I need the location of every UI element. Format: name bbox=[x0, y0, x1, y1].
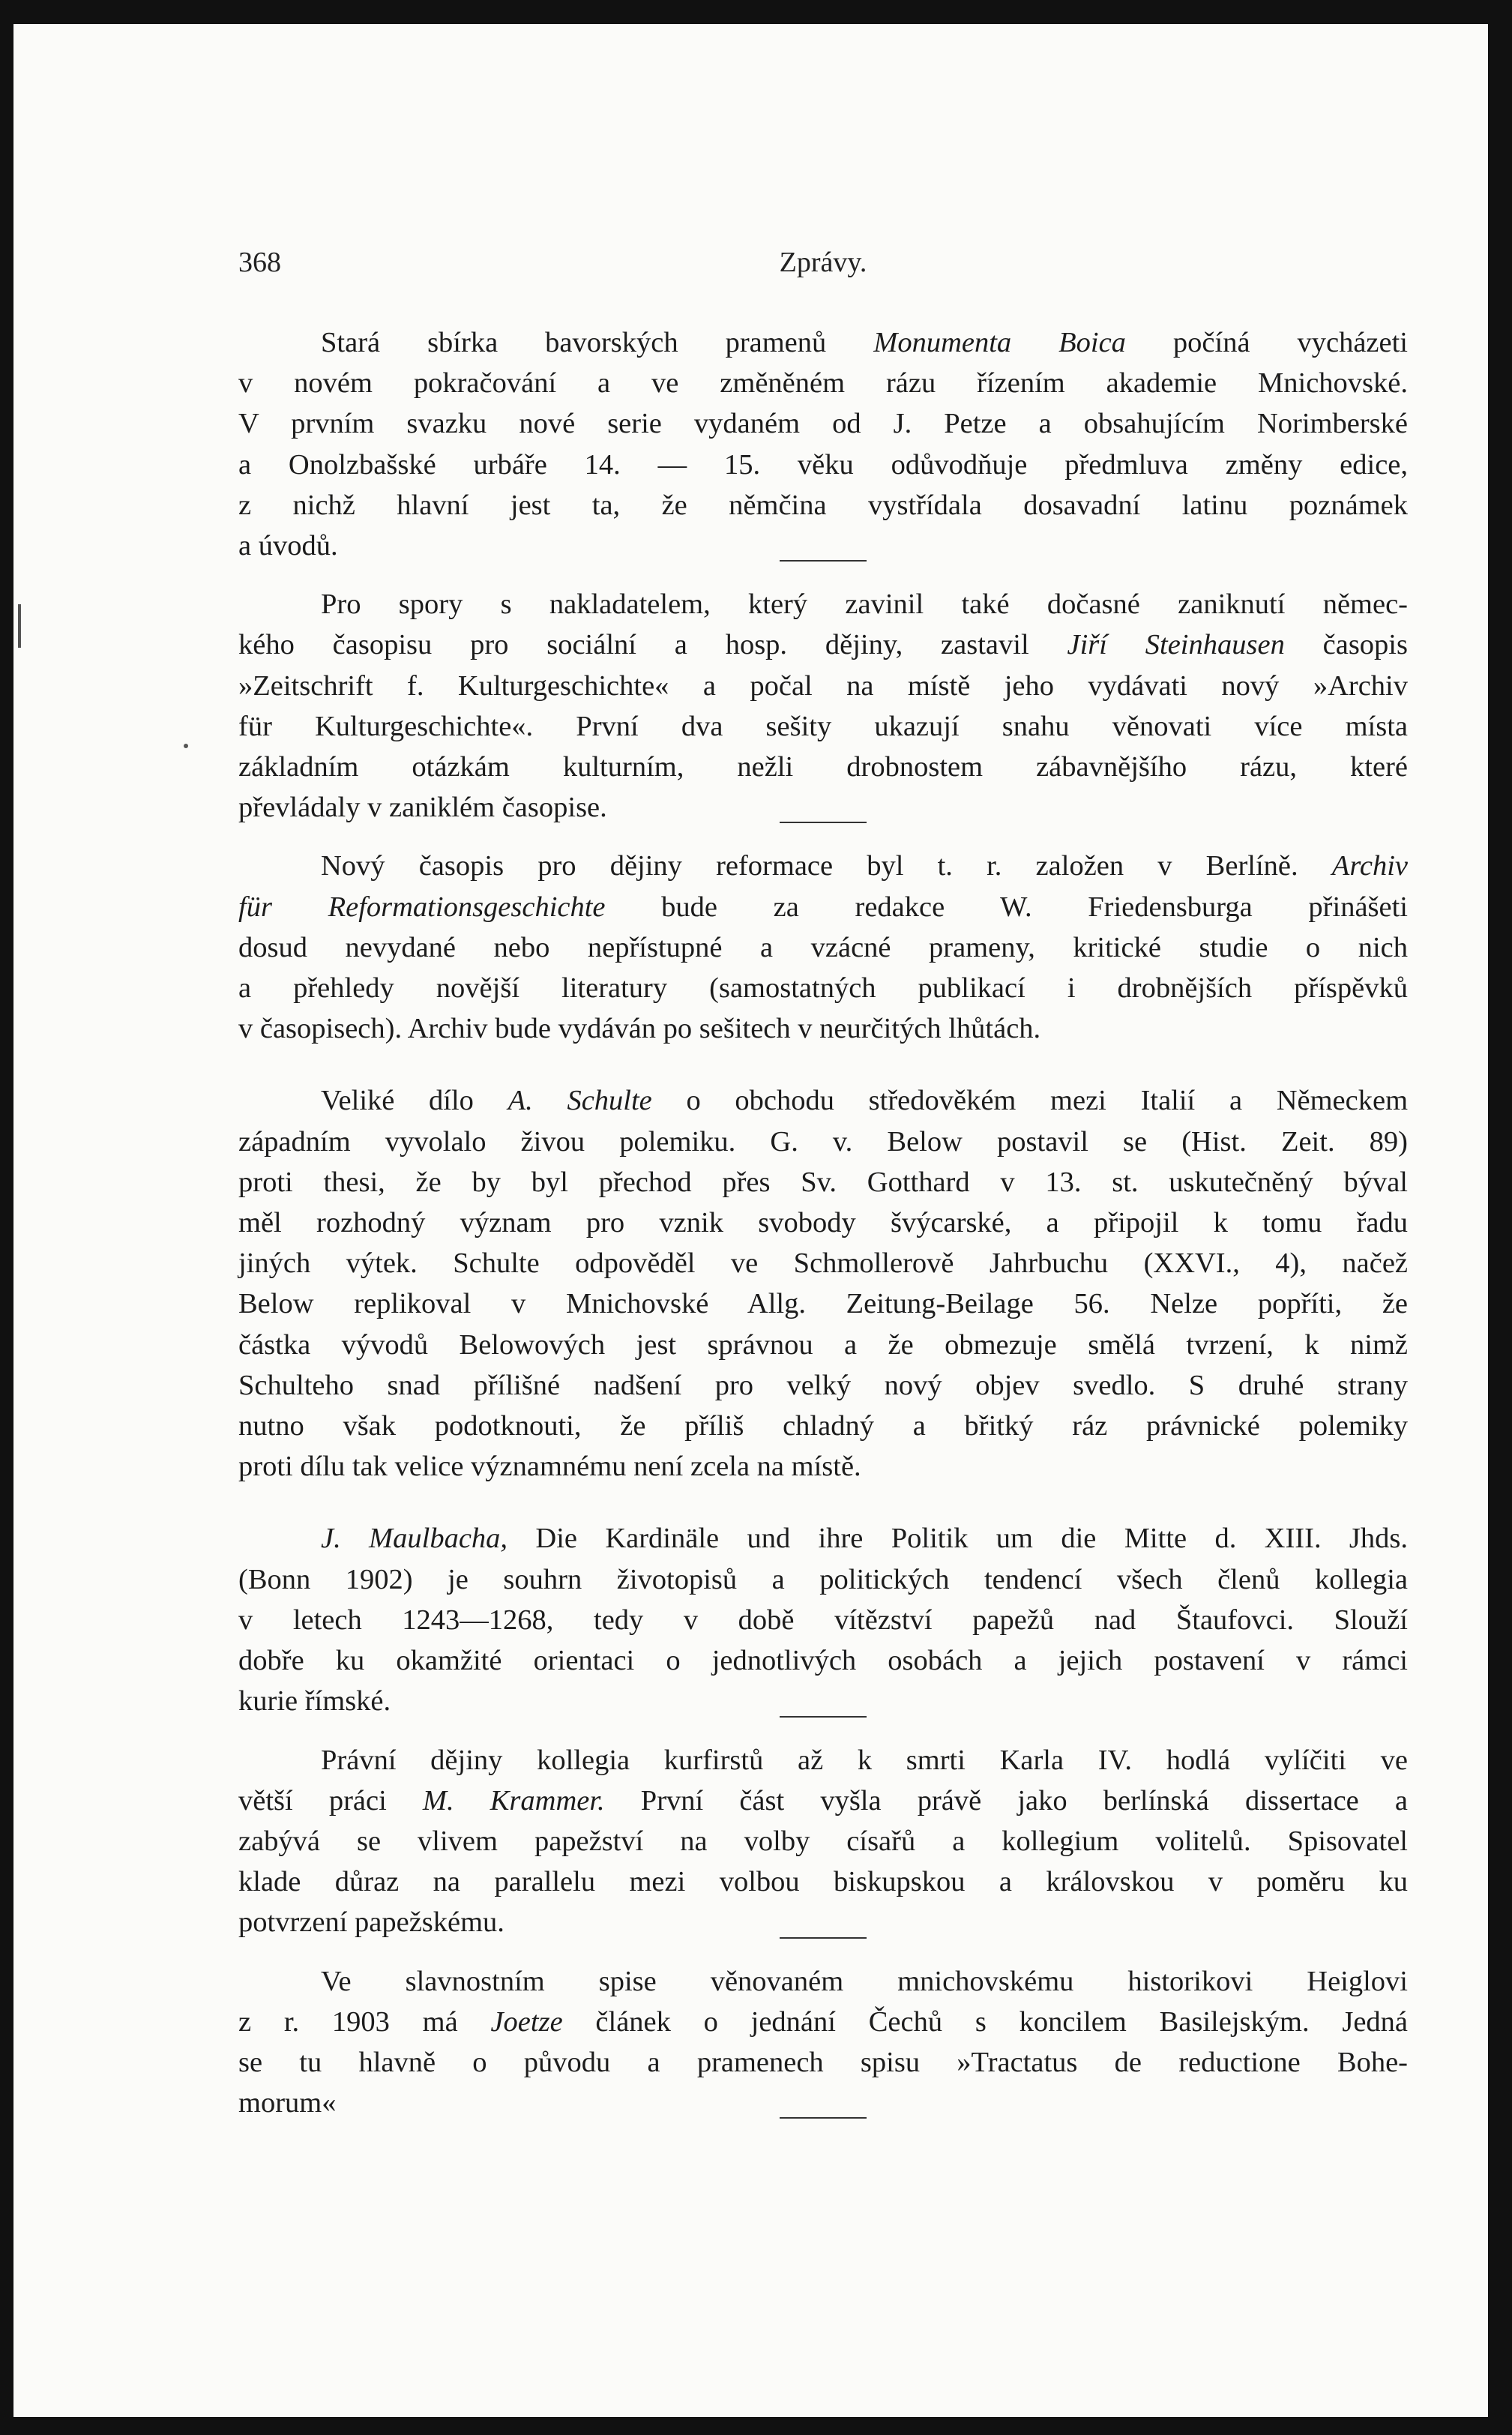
italic-name: für Reformationsgeschichte bbox=[238, 891, 606, 923]
text-line: für Kulturgeschichte«. První dva sešity ukazují snahu věnovati více místa bbox=[238, 710, 1408, 742]
paragraph-gap bbox=[238, 1487, 1408, 1518]
italic-name: Monumenta Boica bbox=[873, 327, 1126, 358]
section-divider bbox=[780, 1716, 867, 1718]
italic-name: Joetze bbox=[490, 2005, 563, 2038]
text-line: Pro spory s nakladatelem, který zavinil také dočasné zaniknutí němec- bbox=[321, 589, 1408, 621]
page-number: 368 bbox=[238, 247, 281, 278]
text-line: morum« bbox=[238, 2087, 337, 2119]
text-line: zabývá se vlivem papežství na volby císařů a kollegium volitelů. Spisovatel bbox=[238, 1825, 1408, 1857]
text-line: v letech 1243—1268, tedy v době vítězství papežů nad Štaufovci. Slouží bbox=[238, 1604, 1408, 1636]
text-line: měl rozhodný význam pro vznik svobody švýcarské, a připojil k tomu řadu bbox=[238, 1207, 1408, 1239]
page-header bbox=[238, 246, 1408, 291]
text-line: a úvodů. bbox=[238, 530, 338, 562]
text-line: Veliké dílo A. Schulte o obchodu středověkém mezi Italií a Německem bbox=[321, 1085, 1409, 1117]
text-line: Stará sbírka bavorských pramenů Monumenta Boica počíná vycházeti bbox=[321, 327, 1408, 358]
text-line: »Zeitschrift f. Kulturgeschichte« a počal na místě jeho vydávati nový »Archiv bbox=[238, 669, 1408, 702]
text-line: kurie římské. bbox=[238, 1685, 391, 1718]
section-divider bbox=[780, 1937, 867, 1939]
news-item-6 bbox=[238, 1740, 1408, 1943]
text-line: proti thesi, že by byl přechod přes Sv. Gotthard v 13. st. uskutečněný býval bbox=[238, 1166, 1408, 1198]
text-line: J. Maulbacha, Die Kardinäle und ihre Politik um die Mitte d. XIII. Jhds. bbox=[321, 1523, 1408, 1555]
text-line: dobře ku okamžité orientaci o jednotlivých osobách a jejich postavení v rámci bbox=[238, 1645, 1408, 1677]
running-title: Zprávy. bbox=[779, 247, 867, 278]
text-line: a přehledy novější literatury (samostatných publikací i drobnějších příspěvků bbox=[238, 972, 1408, 1005]
text-line: z r. 1903 má Joetze článek o jednání Čechů s koncilem Basilejským. Jedná bbox=[238, 2005, 1408, 2038]
text-line: potvrzení papežskému. bbox=[238, 1906, 504, 1939]
section-divider bbox=[780, 822, 867, 823]
text-line: (Bonn 1902) je souhrn životopisů a politických tendencí všech členů kollegia bbox=[238, 1563, 1408, 1595]
text-line: Schulteho snad přílišné nadšení pro velký nový objev svedlo. S druhé strany bbox=[238, 1369, 1408, 1401]
news-item-5 bbox=[238, 1518, 1408, 1721]
news-item-1 bbox=[238, 322, 1408, 566]
text-line: kého časopisu pro sociální a hosp. dějiny, zastavil Jiří Steinhausen časopis bbox=[238, 629, 1408, 661]
text-line: západním vyvolalo živou polemiku. G. v. Below postavil se (Hist. Zeit. 89) bbox=[238, 1125, 1408, 1158]
news-item-3 bbox=[238, 846, 1408, 1049]
italic-name: Jiří Steinhausen bbox=[1067, 629, 1285, 661]
paragraph-gap bbox=[238, 1049, 1408, 1080]
italic-name: J. Maulbacha, bbox=[321, 1523, 508, 1555]
text-line: für Reformationsgeschichte bude za redakce W. Friedensburga přinášeti bbox=[238, 891, 1408, 923]
news-item-7 bbox=[238, 1961, 1408, 2124]
scan-dot bbox=[184, 744, 188, 748]
text-line: proti dílu tak velice významnému není zcela na místě. bbox=[238, 1451, 861, 1483]
scan-mark bbox=[18, 604, 21, 648]
italic-name: Archiv bbox=[1331, 850, 1408, 882]
text-line: v novém pokračování a ve změněném rázu řízením akademie Mnichovské. bbox=[238, 367, 1408, 400]
text-line: Ve slavnostním spise věnovaném mnichovskému historikovi Heiglovi bbox=[321, 1965, 1408, 1997]
text-line: klade důraz na parallelu mezi volbou biskupskou a královskou v poměru ku bbox=[238, 1866, 1408, 1898]
section-divider bbox=[780, 2117, 867, 2119]
document-page bbox=[13, 24, 1488, 2417]
text-line: Below replikoval v Mnichovské Allg. Zeitung-Beilage 56. Nelze popříti, že bbox=[238, 1288, 1408, 1320]
text-line: dosud nevydané nebo nepřístupné a vzácné prameny, kritické studie o nich bbox=[238, 931, 1408, 963]
news-item-4 bbox=[238, 1080, 1408, 1487]
text-line: převládaly v zaniklém časopise. bbox=[238, 792, 607, 824]
text-line: větší práci M. Krammer. První část vyšla právě jako berlínská dissertace a bbox=[238, 1784, 1408, 1817]
text-line: Nový časopis pro dějiny reformace byl t. r. založen v Berlíně. Archiv bbox=[321, 850, 1408, 882]
text-line: se tu hlavně o původu a pramenech spisu »Tractatus de reductione Bohe- bbox=[238, 2046, 1408, 2078]
italic-name: M. Krammer. bbox=[422, 1784, 605, 1817]
text-line: jiných výtek. Schulte odpověděl ve Schmollerově Jahrbuchu (XXVI., 4), načež bbox=[238, 1247, 1408, 1280]
article-body bbox=[238, 322, 1408, 2141]
section-divider bbox=[780, 560, 867, 562]
text-line: z nichž hlavní jest ta, že němčina vystřídala dosavadní latinu poznámek bbox=[238, 489, 1408, 521]
text-line: V prvním svazku nové serie vydaném od J. Petze a obsahujícím Norimberské bbox=[238, 408, 1408, 440]
text-line: částka vývodů Belowových jest správnou a že obmezuje smělá tvrzení, k nimž bbox=[238, 1328, 1408, 1361]
text-line: Právní dějiny kollegia kurfirstů až k smrti Karla IV. hodlá vylíčiti ve bbox=[321, 1744, 1408, 1776]
text-line: v časopisech). Archiv bude vydáván po sešitech v neurčitých lhůtách. bbox=[238, 1013, 1041, 1045]
text-line: základním otázkám kulturním, nežli drobnostem zábavnějšího rázu, které bbox=[238, 751, 1408, 783]
italic-name: A. Schulte bbox=[507, 1085, 652, 1117]
text-line: a Onolzbašské urbáře 14. — 15. věku odůvodňuje předmluva změny edice, bbox=[238, 448, 1408, 481]
text-line: nutno však podotknouti, že příliš chladný a břitký ráz právnické polemiky bbox=[238, 1410, 1408, 1442]
news-item-2 bbox=[238, 584, 1408, 828]
